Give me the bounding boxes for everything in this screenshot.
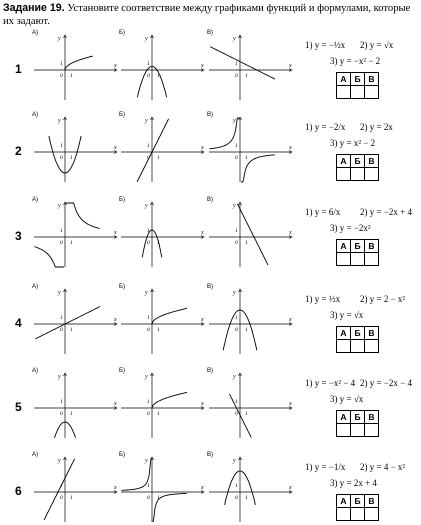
- one-label-x: 1: [157, 411, 160, 417]
- x-label: x: [114, 317, 117, 323]
- row-number: 5: [15, 400, 22, 414]
- answer-cell[interactable]: [365, 508, 379, 521]
- one-label-x: 1: [70, 327, 73, 333]
- answer-cell[interactable]: [351, 168, 365, 181]
- one-label-x: 1: [245, 411, 248, 417]
- answer-cell[interactable]: [351, 508, 365, 521]
- task-label: Задание 19.: [3, 2, 65, 14]
- answer-header: А: [337, 155, 351, 168]
- one-label-y: 1: [147, 399, 150, 405]
- one-label-y: 1: [60, 228, 63, 234]
- row-number: 2: [15, 144, 22, 158]
- answer-cell[interactable]: [351, 424, 365, 437]
- zero-label: 0: [60, 73, 63, 79]
- one-label-y: 1: [147, 483, 150, 489]
- y-label: y: [58, 203, 61, 209]
- x-label: x: [114, 485, 117, 491]
- one-label-y: 1: [235, 143, 238, 149]
- function-graph: [117, 30, 207, 102]
- answer-cell[interactable]: [365, 168, 379, 181]
- x-label: x: [289, 401, 292, 407]
- one-label-y: 1: [60, 399, 63, 405]
- function-graph: [30, 284, 120, 356]
- panel-letter: В): [207, 112, 213, 118]
- function-curve: [237, 204, 268, 265]
- x-label: x: [289, 317, 292, 323]
- y-label: y: [58, 458, 61, 464]
- one-label-y: 1: [235, 61, 238, 67]
- zero-label: 0: [147, 411, 150, 417]
- one-label-x: 1: [70, 411, 73, 417]
- formula-option: 3) y = √x: [330, 394, 364, 404]
- one-label-x: 1: [245, 73, 248, 79]
- one-label-x: 1: [157, 240, 160, 246]
- zero-label: 0: [147, 327, 150, 333]
- zero-label: 0: [60, 155, 63, 161]
- y-label: y: [145, 290, 148, 296]
- answer-cell[interactable]: [351, 253, 365, 266]
- panel-letter: А): [32, 452, 38, 458]
- formula-option: 3) y = 2x + 4: [330, 478, 377, 488]
- panel-letter: В): [207, 284, 213, 290]
- answer-cell[interactable]: [365, 424, 379, 437]
- function-curve: [35, 247, 65, 267]
- graph-canvas: [205, 197, 295, 269]
- panel-letter: А): [32, 112, 38, 118]
- panel-letter: В): [207, 452, 213, 458]
- graph-canvas: [117, 284, 207, 356]
- panel-letter: А): [32, 284, 38, 290]
- panel-letter: В): [207, 197, 213, 203]
- panel-letter: А): [32, 197, 38, 203]
- x-label: x: [289, 63, 292, 69]
- one-label-x: 1: [157, 73, 160, 79]
- answer-header: А: [337, 327, 351, 340]
- one-label-x: 1: [157, 155, 160, 161]
- answer-cell[interactable]: [365, 340, 379, 353]
- zero-label: 0: [147, 73, 150, 79]
- y-label: y: [233, 36, 236, 42]
- zero-label: 0: [235, 411, 238, 417]
- row-number: 3: [15, 229, 22, 243]
- zero-label: 0: [235, 495, 238, 501]
- y-label: y: [233, 203, 236, 209]
- graph-canvas: [205, 368, 295, 440]
- answer-cell[interactable]: [351, 86, 365, 99]
- answer-cell[interactable]: [337, 86, 351, 99]
- x-label: x: [114, 230, 117, 236]
- formula-option: 1) y = −½x: [305, 40, 346, 50]
- zero-label: 0: [60, 411, 63, 417]
- formula-option: 2) y = 2x: [360, 122, 393, 132]
- graph-canvas: [205, 452, 295, 524]
- answer-cell[interactable]: [337, 508, 351, 521]
- y-label: y: [58, 118, 61, 124]
- zero-label: 0: [60, 495, 63, 501]
- panel-letter: Б): [119, 284, 125, 290]
- function-graph: [30, 30, 120, 102]
- one-label-x: 1: [245, 240, 248, 246]
- answer-cell[interactable]: [365, 253, 379, 266]
- graph-canvas: [117, 368, 207, 440]
- answer-cell[interactable]: [337, 424, 351, 437]
- zero-label: 0: [235, 73, 238, 79]
- answer-header: В: [365, 240, 379, 253]
- function-curve: [152, 392, 187, 408]
- one-label-y: 1: [235, 315, 238, 321]
- function-graph: [205, 452, 295, 524]
- y-label: y: [145, 458, 148, 464]
- one-label-y: 1: [147, 61, 150, 67]
- graph-canvas: [117, 112, 207, 184]
- function-graph: [205, 112, 295, 184]
- x-label: x: [201, 230, 204, 236]
- answer-cell[interactable]: [337, 253, 351, 266]
- answer-header: А: [337, 73, 351, 86]
- zero-label: 0: [235, 155, 238, 161]
- zero-label: 0: [147, 495, 150, 501]
- x-label: x: [201, 401, 204, 407]
- row-number: 6: [15, 484, 22, 498]
- x-label: x: [114, 401, 117, 407]
- answer-header: В: [365, 495, 379, 508]
- x-label: x: [201, 317, 204, 323]
- y-label: y: [233, 458, 236, 464]
- zero-label: 0: [235, 240, 238, 246]
- y-label: y: [145, 118, 148, 124]
- task-text: Установите соответствие между графиками функций и формулами, которые их задают.: [3, 3, 411, 27]
- graph-canvas: [30, 197, 120, 269]
- answer-header: Б: [351, 73, 365, 86]
- function-graph: [205, 197, 295, 269]
- answer-cell[interactable]: [337, 340, 351, 353]
- answer-table: [336, 154, 379, 181]
- y-label: y: [233, 290, 236, 296]
- x-label: x: [289, 145, 292, 151]
- answer-header: А: [337, 411, 351, 424]
- function-graph: [117, 452, 207, 524]
- answer-cell[interactable]: [365, 86, 379, 99]
- y-label: y: [145, 36, 148, 42]
- function-graph: [117, 112, 207, 184]
- answer-header: В: [365, 327, 379, 340]
- panel-letter: Б): [119, 30, 125, 36]
- y-label: y: [58, 374, 61, 380]
- x-label: x: [201, 63, 204, 69]
- graph-canvas: [30, 284, 120, 356]
- function-graph: [117, 284, 207, 356]
- one-label-y: 1: [147, 228, 150, 234]
- one-label-y: 1: [235, 228, 238, 234]
- function-curve: [65, 56, 93, 70]
- zero-label: 0: [235, 327, 238, 333]
- row-number: 4: [15, 316, 22, 330]
- function-graph: [205, 30, 295, 102]
- formula-option: 2) y = −2x + 4: [360, 207, 412, 217]
- one-label-x: 1: [245, 327, 248, 333]
- formula-option: 1) y = 6/x: [305, 207, 341, 217]
- row-number: 1: [15, 62, 22, 76]
- one-label-y: 1: [235, 399, 238, 405]
- panel-letter: А): [32, 30, 38, 36]
- answer-table: [336, 72, 379, 99]
- formula-option: 1) y = −x² − 4: [305, 378, 356, 388]
- one-label-y: 1: [60, 143, 63, 149]
- one-label-x: 1: [245, 155, 248, 161]
- one-label-x: 1: [70, 155, 73, 161]
- graph-canvas: [117, 452, 207, 524]
- answer-header: Б: [351, 495, 365, 508]
- one-label-x: 1: [245, 495, 248, 501]
- y-label: y: [233, 374, 236, 380]
- answer-header: Б: [351, 155, 365, 168]
- graph-canvas: [30, 112, 120, 184]
- formula-option: 1) y = −1/x: [305, 462, 346, 472]
- function-curve: [152, 308, 187, 324]
- function-graph: [205, 368, 295, 440]
- function-graph: [30, 197, 120, 269]
- function-graph: [205, 284, 295, 356]
- answer-table: [336, 410, 379, 437]
- one-label-x: 1: [157, 495, 160, 501]
- answer-table: [336, 239, 379, 266]
- zero-label: 0: [60, 327, 63, 333]
- answer-header: В: [365, 155, 379, 168]
- function-graph: [117, 368, 207, 440]
- function-curve: [35, 307, 100, 339]
- answer-table: [336, 326, 379, 353]
- panel-letter: Б): [119, 368, 125, 374]
- function-curve: [44, 459, 75, 520]
- answer-header: Б: [351, 240, 365, 253]
- one-label-x: 1: [70, 240, 73, 246]
- formula-option: 2) y = 2 − x²: [360, 294, 406, 304]
- one-label-x: 1: [70, 73, 73, 79]
- panel-letter: Б): [119, 112, 125, 118]
- one-label-y: 1: [60, 61, 63, 67]
- formula-option: 1) y = −2/x: [305, 122, 346, 132]
- zero-label: 0: [60, 240, 63, 246]
- graph-canvas: [205, 112, 295, 184]
- function-curve: [66, 203, 100, 229]
- graph-canvas: [205, 284, 295, 356]
- formula-option: 3) y = x² − 2: [330, 138, 376, 148]
- answer-cell[interactable]: [337, 168, 351, 181]
- function-graph: [30, 452, 120, 524]
- answer-header: В: [365, 411, 379, 424]
- function-graph: [30, 112, 120, 184]
- function-curve: [230, 394, 252, 437]
- panel-letter: В): [207, 30, 213, 36]
- x-label: x: [289, 230, 292, 236]
- task-title: [3, 2, 419, 28]
- y-label: y: [145, 374, 148, 380]
- answer-header: Б: [351, 327, 365, 340]
- one-label-y: 1: [147, 315, 150, 321]
- one-label-y: 1: [147, 143, 150, 149]
- answer-header: В: [365, 73, 379, 86]
- x-label: x: [201, 485, 204, 491]
- answer-header: А: [337, 495, 351, 508]
- one-label-y: 1: [60, 483, 63, 489]
- x-label: x: [289, 485, 292, 491]
- formula-option: 3) y = √x: [330, 310, 364, 320]
- panel-letter: В): [207, 368, 213, 374]
- one-label-x: 1: [157, 327, 160, 333]
- formula-option: 3) y = −x² − 2: [330, 56, 381, 66]
- answer-header: А: [337, 240, 351, 253]
- function-graph: [30, 368, 120, 440]
- one-label-y: 1: [60, 315, 63, 321]
- graph-canvas: [30, 368, 120, 440]
- panel-letter: Б): [119, 452, 125, 458]
- y-label: y: [145, 203, 148, 209]
- x-label: x: [201, 145, 204, 151]
- y-label: y: [58, 290, 61, 296]
- panel-letter: Б): [119, 197, 125, 203]
- formula-option: 2) y = √x: [360, 40, 394, 50]
- zero-label: 0: [147, 240, 150, 246]
- formula-option: 1) y = ½x: [305, 294, 341, 304]
- graph-canvas: [30, 452, 120, 524]
- function-curve: [210, 47, 275, 79]
- graph-canvas: [117, 197, 207, 269]
- formula-option: 3) y = −2x²: [330, 223, 371, 233]
- graph-canvas: [117, 30, 207, 102]
- zero-label: 0: [147, 155, 150, 161]
- answer-table: [336, 494, 379, 521]
- y-label: y: [233, 118, 236, 124]
- formula-option: 2) y = 4 − x²: [360, 462, 406, 472]
- x-label: x: [114, 63, 117, 69]
- graph-canvas: [205, 30, 295, 102]
- answer-header: Б: [351, 411, 365, 424]
- one-label-y: 1: [235, 483, 238, 489]
- panel-letter: А): [32, 368, 38, 374]
- formula-option: 2) y = −2x − 4: [360, 378, 412, 388]
- function-graph: [117, 197, 207, 269]
- function-curve: [137, 119, 169, 182]
- graph-canvas: [30, 30, 120, 102]
- y-label: y: [58, 36, 61, 42]
- answer-cell[interactable]: [351, 340, 365, 353]
- x-label: x: [114, 145, 117, 151]
- one-label-x: 1: [70, 495, 73, 501]
